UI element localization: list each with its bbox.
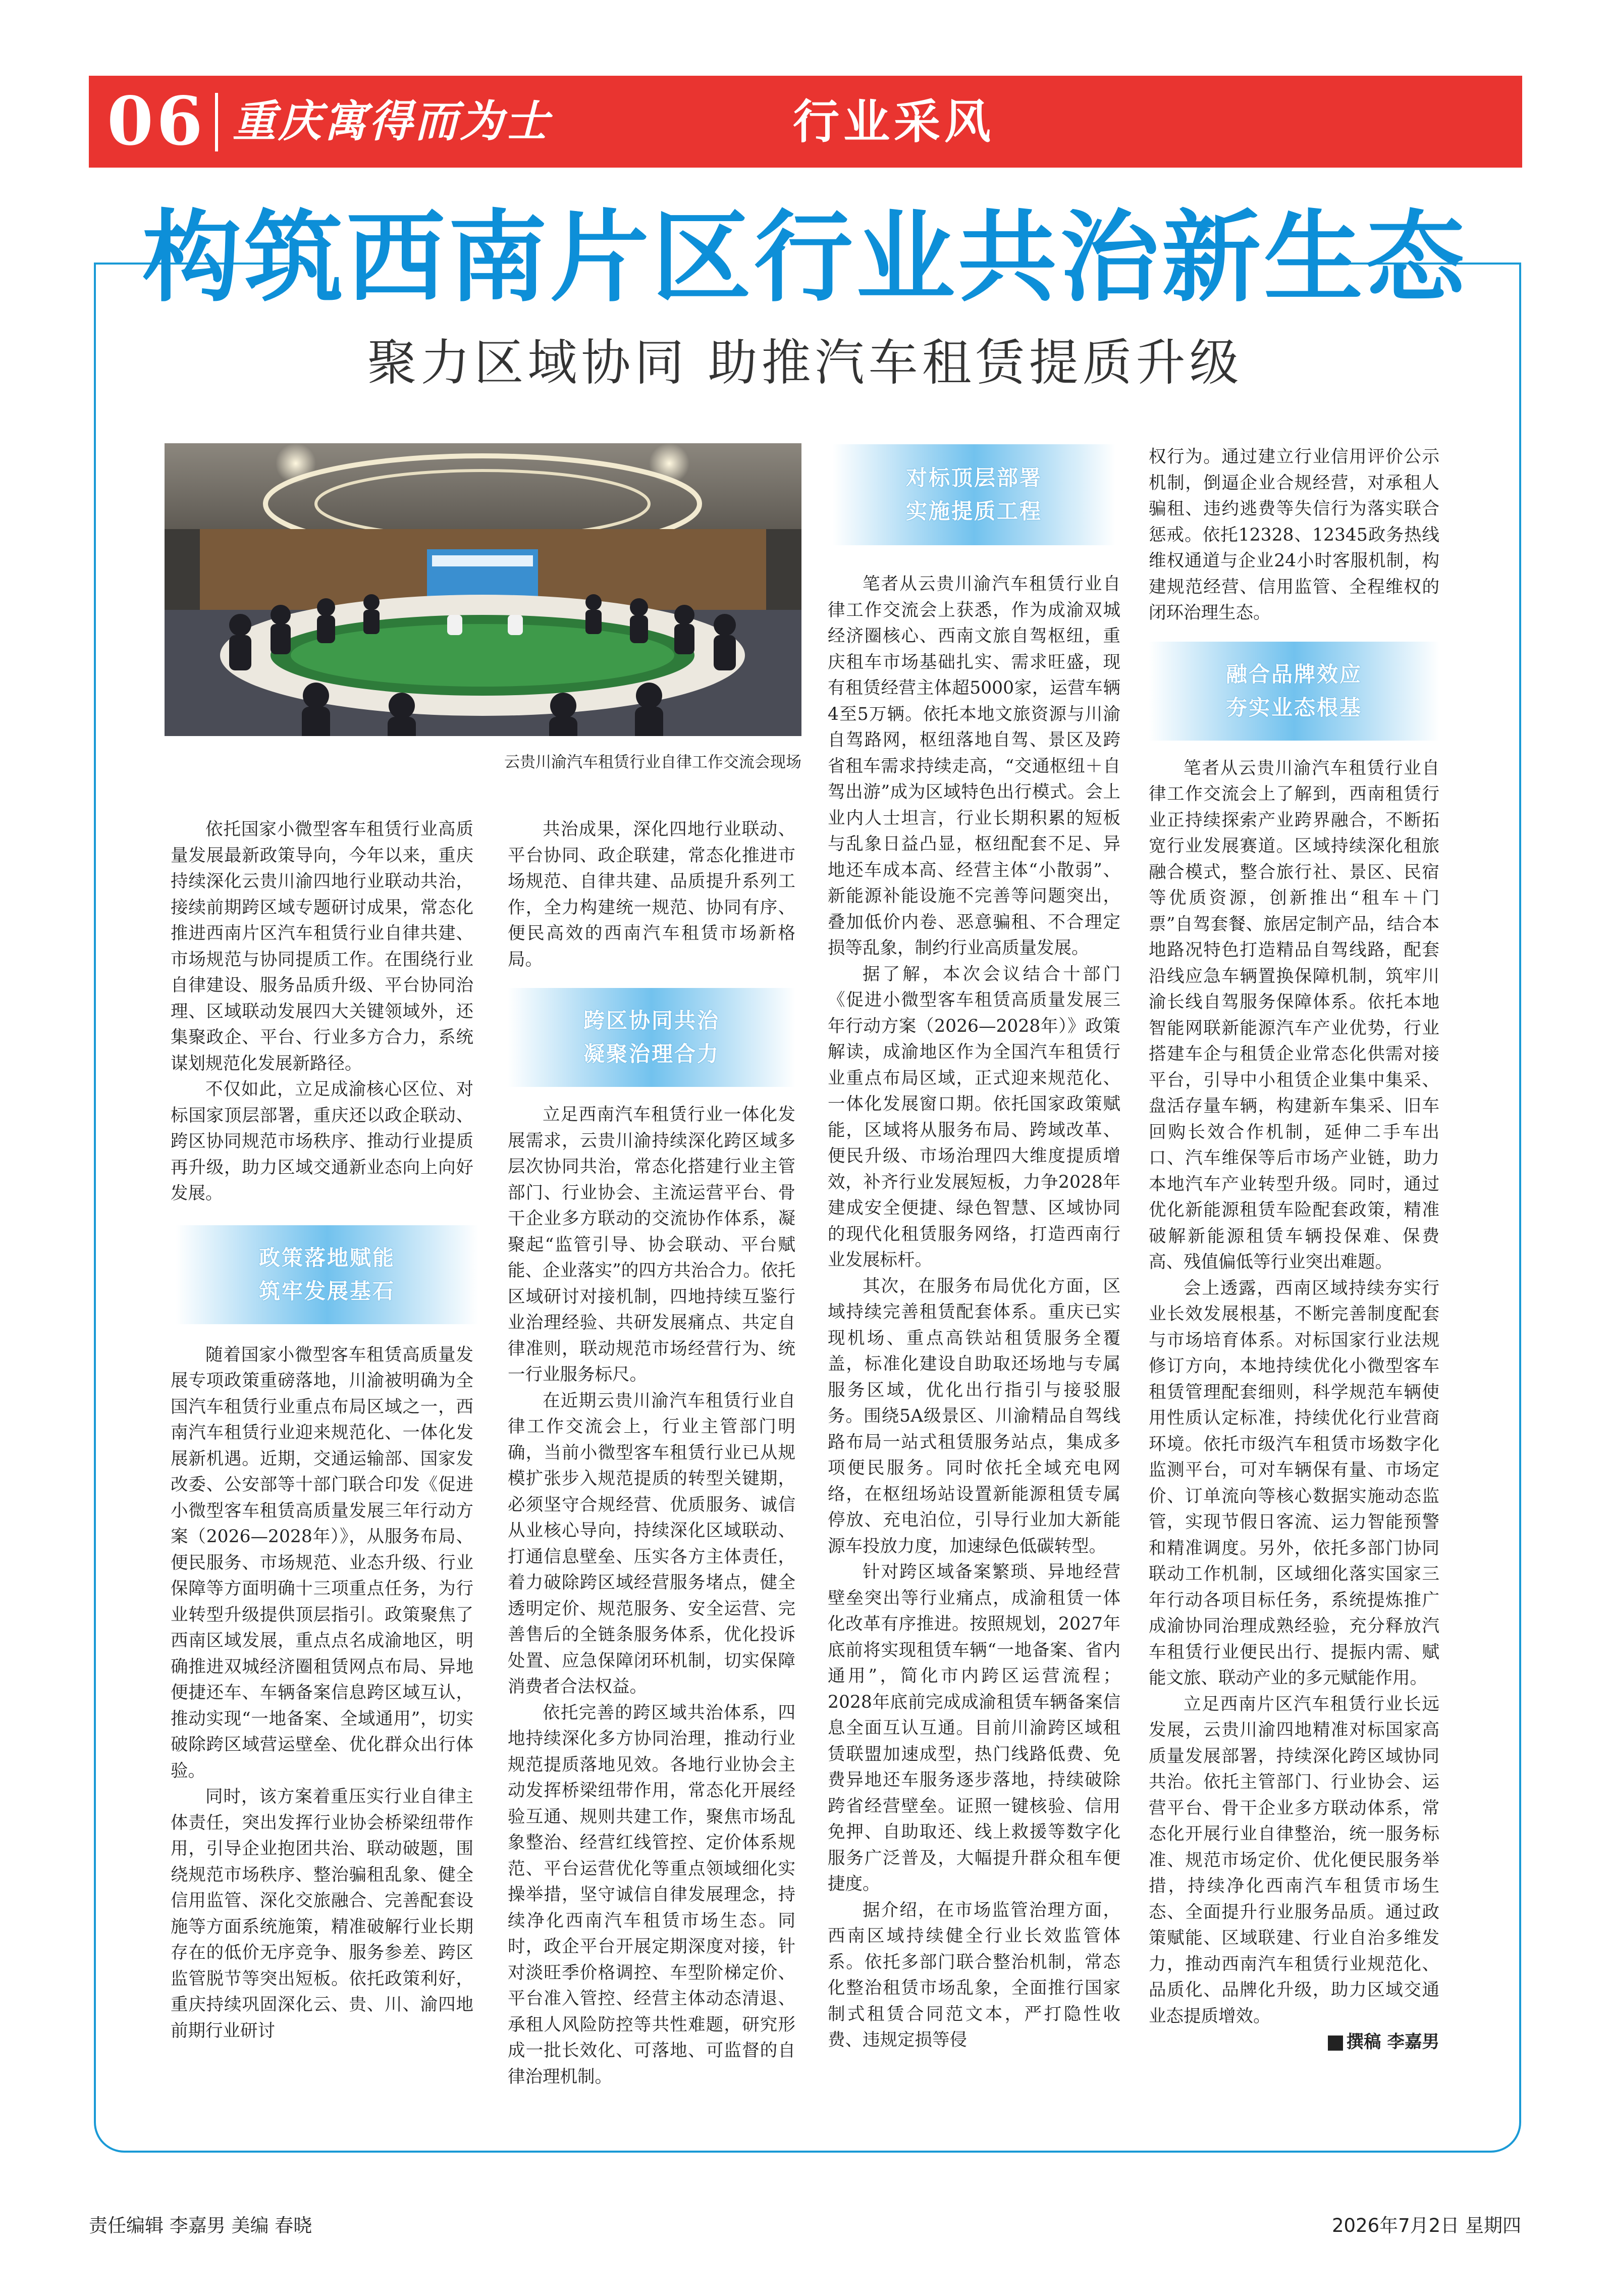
paragraph: 权行为。通过建立行业信用评价公示机制，倒逼企业合规经营，对承租人骗租、违约逃费等失信行为落实联合惩戒。依托12328、12345政务热线维权通道与企业24小时客服机制，构建规范经营、信用监管、全程维权的闭环治理生态。	[1149, 447, 1439, 623]
paragraph: 同时，该方案着重压实行业自律主体责任，突出发挥行业协会桥梁纽带作用，引导企业抱团共治、联动破题，围绕规范市场秩序、整治骗租乱象、健全信用监管、深化交旅融合、完善配套设施等方面系统施策，精准破解行业长期存在的低价无序竞争、服务参差、跨区监管脱节等突出短板。依托政策利好，重庆持续巩固深化云、贵、川、渝四地前期行业研讨	[171, 1787, 473, 2041]
paragraph: 针对跨区域备案繁琐、异地经营壁垒突出等行业痛点，成渝租赁一体化改革有序推进。按照规划，2027年底前将实现租赁车辆“一地备案、省内通用”，简化市内跨区运营流程；2028年底前完成成渝租赁车辆备案信息全面互认互通。目前川渝跨区域租赁联盟加速成型，热门线路低费、免费异地还车服务逐步落地，持续破除跨省经营壁垒。证照一键核验、信用免押、自助取还、线上救援等数字化服务广泛普及，大幅提升群众租车便捷度。	[828, 1562, 1120, 1894]
section-name: 行业采风	[793, 94, 995, 149]
paragraph: 据介绍，在市场监管治理方面，西南区域持续健全行业长效监管体系。依托多部门联合整治机制，常态化整治租赁市场乱象，全面推行国家制式租赁合同范文本，严打隐性收费、违规定损等侵	[828, 1900, 1120, 2050]
photo-caption: 云贵川渝汽车租赁行业自律工作交流会现场	[504, 753, 801, 771]
paragraph: 其次，在服务布局优化方面，区域持续完善租赁配套体系。重庆已实现机场、重点高铁站租赁服务全覆盖，标准化建设自助取还场地与专属服务区域，优化出行指引与接驳服务。围绕5A级景区、川渝精品自驾线路布局一站式租赁服务站点，集成多项便民服务。同时依托全域充电网络，在枢纽场站设置新能源租赁专属停放、充电泊位，引导行业加大新能源车投放力度，加速绿色低碳转型。	[828, 1276, 1120, 1556]
byline	[1328, 2029, 1439, 2056]
square-marker-icon	[1328, 2036, 1343, 2051]
paragraph: 笔者从云贵川渝汽车租赁行业自律工作交流会上获悉，作为成渝双城经济圈核心、西南文旅自驾枢纽，重庆租车市场基础扎实、需求旺盛，现有租赁经营主体超5000家，运营车辆4至5万辆。依托本地文旅资源与川渝自驾路网，枢纽落地自驾、景区及跨省租车需求持续走高，“交通枢纽＋自驾出游”成为区域特色出行模式。会上业内人士坦言，行业长期积累的短板与乱象日益凸显，枢纽配套不足、异地还车成本高、经营主体“小散弱”、新能源补能设施不完善等问题突出，叠加低价内卷、恶意骗租、不合理定损等乱象，制约行业高质量发展。	[828, 574, 1120, 958]
section-heading-line: 政策落地赋能	[258, 1245, 395, 1270]
column-3	[828, 571, 1120, 2054]
paragraph: 随着国家小微型客车租赁高质量发展专项政策重磅落地，川渝被明确为全国汽车租赁行业重点布局区域之一，西南汽车租赁行业迎来规范化、一体化发展新机遇。近期，交通运输部、国家发改委、公安部等十部门联合印发《促进小微型客车租赁高质量发展三年行动方案（2026—2028年）》，从服务布局、便民服务、市场规范、业态升级、行业保障等方面明确十三项重点任务，为行业转型升级提供顶层指引。政策聚焦了西南区域发展，重点点名成渝地区，明确推进双城经济圈租赁网点布局、异地便捷还车、车辆备案信息跨区域互认，推动实现“一地备案、全域通用”，切实破除跨区域营运壁垒、优化群众出行体验。	[171, 1344, 473, 1781]
section-heading-line: 跨区协同共治	[583, 1008, 720, 1033]
section-heading-line: 对标顶层部署	[905, 465, 1042, 490]
article-title: 构筑西南片区行业共治新生态	[142, 199, 1468, 316]
footer-date: 2026年7月2日 星期四	[1331, 2215, 1521, 2236]
section-heading-line: 筑牢发展基石	[258, 1278, 395, 1303]
conference-photo-illustration	[165, 443, 801, 736]
paragraph: 依托国家小微型客车租赁行业高质量发展最新政策导向，今年以来，重庆持续深化云贵川渝四地行业联动共治，接续前期跨区域专题研讨成果，常态化推进西南片区汽车租赁行业自律共建、市场规范与协同提质工作。在围绕行业自律建设、服务品质升级、平台协同治理、区域联动发展四大关键领域外，还集聚政企、平台、行业多方合力，系统谋划规范化发展新路径。	[171, 819, 473, 1074]
footer-editor: 责任编辑 李嘉男 美编 春晓	[89, 2215, 312, 2236]
paragraph: 立足西南汽车租赁行业一体化发展需求，云贵川渝持续深化跨区域多层次协同共治，常态化搭建行业主管部门、行业协会、主流运营平台、骨干企业多方联动的交流协作体系，凝聚起“监管引导、协会联动、平台赋能、企业落实”的四方共治合力。依托区域研讨对接机制，四地持续互鉴行业治理经验、共研发展痛点、共定自律准则，联动规范市场经营行为、统一行业服务标尺。	[508, 1105, 795, 1385]
paragraph: 会上透露，西南区域持续夯实行业长效发展根基，不断完善制度配套与市场培育体系。对标国家行业法规修订方向，本地持续优化小微型客车租赁管理配套细则，科学规范车辆使用性质认定标准，持续优化行业营商环境。依托市级汽车租赁市场数字化监测平台，可对车辆保有量、市场定价、订单流向等核心数据实施动态监管，实现节假日客流、运力智能预警和精准调度。另外，依托多部门协同联动工作机制，区域细化落实国家三年行动各项目标任务，系统提炼推广成渝协同治理成熟经验，充分释放汽车租赁行业便民出行、提振内需、赋能文旅、联动产业的多元赋能作用。	[1149, 1278, 1439, 1688]
section-heading-box	[833, 444, 1115, 545]
article-subtitle: 聚力区域协同 助推汽车租赁提质升级	[367, 334, 1243, 392]
column-4	[1149, 444, 1439, 2056]
section-heading-line: 夯实业态根基	[1225, 695, 1362, 720]
paragraph: 依托完善的跨区域共治体系，四地持续深化多方协同治理，推动行业规范提质落地见效。各地行业协会主动发挥桥梁纽带作用，常态化开展经验互通、规则共建工作，聚焦市场乱象整治、经营红线管控、定价体系规范、平台运营优化等重点领域细化实操举措，坚守诚信自律发展理念，持续净化西南汽车租赁市场生态。同时，政企平台开展定期深度对接，针对淡旺季价格调控、车型阶梯定价、平台准入管控、经营主体动态清退、承租人风险防控等共性难题，研究形成一批长效化、可落地、可监督的自律治理机制。	[508, 1702, 795, 2087]
header-divider	[215, 93, 218, 151]
paragraph: 笔者从云贵川渝汽车租赁行业自律工作交流会上了解到，西南租赁行业正持续探索产业跨界融合，不断拓宽行业发展赛道。区域持续深化租旅融合模式，整合旅行社、景区、民宿等优质资源，创新推出“租车＋门票”自驾套餐、旅居定制产品，结合本地路况特色打造精品自驾线路，配套沿线应急车辆置换保障机制，筑牢川渝长线自驾服务保障体系。依托本地智能网联新能源汽车产业优势，行业搭建车企与租赁企业常态化供需对接平台，引导中小租赁企业集中集采、盘活存量车辆，构建新车集采、旧车回购长效合作机制，延伸二手车出口、汽车维保等后市场产业链，助力本地汽车产业转型升级。同时，通过优化新能源租赁车险配套政策，精准破解新能源租赁车辆投保难、保费高、残值偏低等行业突出难题。	[1149, 758, 1439, 1272]
conference-photo	[165, 443, 801, 736]
section-heading-box	[508, 988, 795, 1087]
column-2	[508, 817, 795, 2090]
section-heading-box	[1149, 642, 1439, 741]
page-header	[89, 76, 1522, 168]
paragraph: 在近期云贵川渝汽车租赁行业自律工作交流会上，行业主管部门明确，当前小微型客车租赁行业已从规模扩张步入规范提质的转型关键期，必须坚守合规经营、优质服务、诚信从业核心导向，持续深化区域联动、打通信息壁垒、压实各方主体责任，着力破除跨区域经营服务堵点，健全透明定价、规范服务、安全运营、完善售后的全链条服务体系，优化投诉处置、应急保障闭环机制，切实保障消费者合法权益。	[508, 1390, 795, 1697]
section-heading-box	[176, 1225, 478, 1324]
paragraph: 据了解，本次会议结合十部门《促进小微型客车租赁高质量发展三年行动方案（2026—2028年）》政策解读，成渝地区作为全国汽车租赁行业重点布局区域，正式迎来规范化、一体化发展窗口期。依托国家政策赋能，区域将从服务布局、跨域改革、便民升级、市场治理四大维度提质增效，补齐行业发展短板，力争2028年建成安全便捷、绿色智慧、区域协同的现代化租赁服务网络，打造西南行业发展标杆。	[828, 964, 1120, 1270]
column-1	[171, 817, 473, 2044]
byline-text: 撰稿 李嘉男	[1346, 2032, 1439, 2052]
section-heading-line: 凝聚治理合力	[583, 1041, 720, 1066]
section-heading-line: 融合品牌效应	[1225, 661, 1362, 687]
paragraph: 共治成果，深化四地行业联动、平台协同、政企联建，常态化推进市场规范、自律共建、品质提升系列工作，全力构建统一规范、协同有序、便民高效的西南汽车租赁市场新格局。	[508, 819, 795, 970]
newspaper-logo: 重庆寓得而为士	[233, 96, 551, 147]
paragraph: 不仅如此，立足成渝核心区位、对标国家顶层部署，重庆还以政企联动、跨区协同规范市场秩序、推动行业提质再升级，助力区域交通新业态向上向好发展。	[171, 1079, 473, 1204]
paragraph: 立足西南片区汽车租赁行业长远发展，云贵川渝四地精准对标国家高质量发展部署，持续深化跨区域协同共治。依托主管部门、行业协会、运营平台、骨干企业多方联动体系，常态化开展行业自律整治，统一服务标准、规范市场定价、优化便民服务举措，持续净化西南汽车租赁市场生态、全面提升行业服务品质。通过政策赋能、区域联建、行业自治多维发力，推动西南汽车租赁行业规范化、品质化、品牌化升级，助力区域交通业态提质增效。	[1149, 1694, 1439, 2026]
page-number: 06	[107, 82, 206, 161]
section-heading-line: 实施提质工程	[905, 499, 1042, 524]
